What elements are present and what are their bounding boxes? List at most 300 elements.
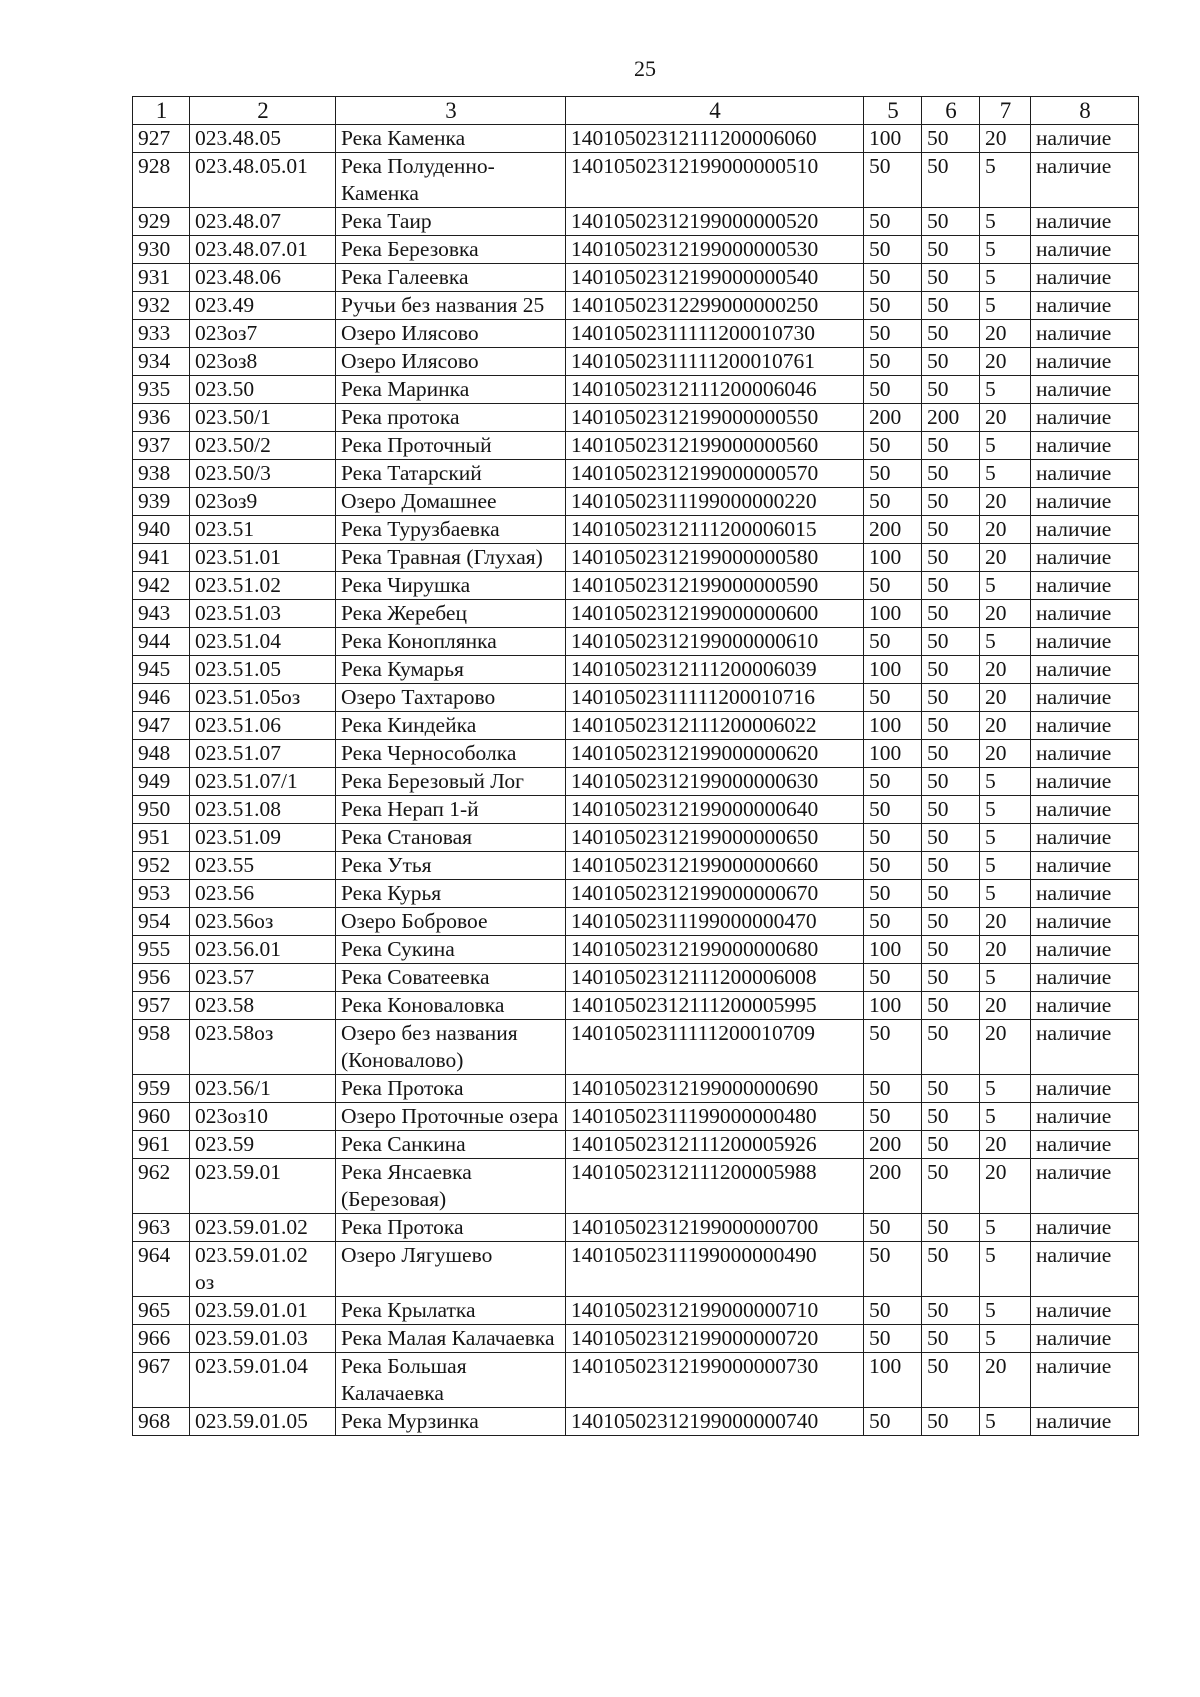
row-number-cell: 933: [133, 320, 190, 348]
registry-code-cell: 14010502312199000000720: [566, 1325, 864, 1353]
value-7-cell: 5: [980, 572, 1031, 600]
value-7-cell: 5: [980, 1214, 1031, 1242]
value-7-cell: 20: [980, 348, 1031, 376]
value-7-cell: 5: [980, 292, 1031, 320]
status-cell: наличие: [1031, 348, 1139, 376]
value-6-cell: 50: [922, 880, 980, 908]
column-header-7: 7: [980, 97, 1031, 125]
value-6-cell: 50: [922, 964, 980, 992]
water-body-code-cell: 023оз9: [190, 488, 336, 516]
value-7-cell: 5: [980, 768, 1031, 796]
table-row: [133, 992, 1139, 1020]
value-7-cell: 5: [980, 796, 1031, 824]
value-5-cell: 50: [864, 1408, 922, 1436]
table-row: [133, 376, 1139, 404]
status-cell: наличие: [1031, 572, 1139, 600]
value-7-cell: 20: [980, 544, 1031, 572]
water-body-name-cell: Озеро Бобровое: [336, 908, 566, 936]
water-body-name-cell: Озеро Проточные озера: [336, 1103, 566, 1131]
water-body-name-cell: Река Утья: [336, 852, 566, 880]
value-6-cell: 50: [922, 1020, 980, 1075]
row-number-cell: 962: [133, 1159, 190, 1214]
registry-code-cell: 14010502312199000000610: [566, 628, 864, 656]
value-7-cell: 20: [980, 740, 1031, 768]
value-6-cell: 50: [922, 656, 980, 684]
water-bodies-table: [132, 96, 1139, 1436]
registry-code-cell: 14010502312199000000600: [566, 600, 864, 628]
value-6-cell: 50: [922, 348, 980, 376]
value-6-cell: 50: [922, 516, 980, 544]
row-number-cell: 956: [133, 964, 190, 992]
registry-code-cell: 14010502311199000000490: [566, 1242, 864, 1297]
status-cell: наличие: [1031, 153, 1139, 208]
water-body-name-cell: Река Протока: [336, 1075, 566, 1103]
value-6-cell: 50: [922, 1242, 980, 1297]
row-number-cell: 940: [133, 516, 190, 544]
water-body-code-cell: 023.57: [190, 964, 336, 992]
water-body-name-cell: Река Курья: [336, 880, 566, 908]
registry-code-cell: 14010502311199000000470: [566, 908, 864, 936]
row-number-cell: 930: [133, 236, 190, 264]
value-6-cell: 50: [922, 908, 980, 936]
row-number-cell: 934: [133, 348, 190, 376]
status-cell: наличие: [1031, 852, 1139, 880]
value-5-cell: 50: [864, 208, 922, 236]
value-6-cell: 50: [922, 292, 980, 320]
registry-code-cell: 14010502312199000000740: [566, 1408, 864, 1436]
registry-code-cell: 14010502312199000000660: [566, 852, 864, 880]
water-body-code-cell: 023.58: [190, 992, 336, 1020]
value-6-cell: 50: [922, 125, 980, 153]
registry-code-cell: 14010502312199000000640: [566, 796, 864, 824]
status-cell: наличие: [1031, 908, 1139, 936]
status-cell: наличие: [1031, 125, 1139, 153]
water-body-code-cell: 023.59.01.05: [190, 1408, 336, 1436]
value-7-cell: 5: [980, 1325, 1031, 1353]
value-5-cell: 50: [864, 1020, 922, 1075]
value-6-cell: 50: [922, 1103, 980, 1131]
status-cell: наличие: [1031, 1214, 1139, 1242]
value-6-cell: 50: [922, 1159, 980, 1214]
table-row: [133, 125, 1139, 153]
table-row: [133, 880, 1139, 908]
value-5-cell: 50: [864, 1242, 922, 1297]
water-body-name-cell: Река Киндейка: [336, 712, 566, 740]
row-number-cell: 946: [133, 684, 190, 712]
water-body-code-cell: 023.59.01: [190, 1159, 336, 1214]
table-row: [133, 824, 1139, 852]
value-7-cell: 20: [980, 1159, 1031, 1214]
status-cell: наличие: [1031, 684, 1139, 712]
registry-code-cell: 14010502312199000000550: [566, 404, 864, 432]
value-5-cell: 100: [864, 656, 922, 684]
value-7-cell: 20: [980, 125, 1031, 153]
value-6-cell: 50: [922, 236, 980, 264]
status-cell: наличие: [1031, 292, 1139, 320]
registry-code-cell: 14010502312199000000570: [566, 460, 864, 488]
table-row: [133, 1325, 1139, 1353]
value-7-cell: 20: [980, 516, 1031, 544]
value-5-cell: 50: [864, 768, 922, 796]
status-cell: наличие: [1031, 1020, 1139, 1075]
row-number-cell: 954: [133, 908, 190, 936]
value-6-cell: 50: [922, 936, 980, 964]
water-body-name-cell: Река Чернособолка: [336, 740, 566, 768]
water-body-code-cell: 023.51.03: [190, 600, 336, 628]
water-body-name-cell: Река Галеевка: [336, 264, 566, 292]
water-body-name-cell: Река Большая Калачаевка: [336, 1353, 566, 1408]
row-number-cell: 968: [133, 1408, 190, 1436]
value-5-cell: 200: [864, 516, 922, 544]
status-cell: наличие: [1031, 656, 1139, 684]
value-6-cell: 50: [922, 1214, 980, 1242]
water-body-code-cell: 023.48.06: [190, 264, 336, 292]
value-5-cell: 50: [864, 796, 922, 824]
water-body-code-cell: 023.59.01.02 оз: [190, 1242, 336, 1297]
registry-code-cell: 14010502312111200006015: [566, 516, 864, 544]
water-body-code-cell: 023.51.09: [190, 824, 336, 852]
water-body-code-cell: 023.48.05: [190, 125, 336, 153]
table-row: [133, 348, 1139, 376]
value-6-cell: 50: [922, 1325, 980, 1353]
value-7-cell: 5: [980, 460, 1031, 488]
water-body-code-cell: 023.51.07: [190, 740, 336, 768]
table-row: [133, 1242, 1139, 1297]
registry-code-cell: 14010502312111200005995: [566, 992, 864, 1020]
table-row: [133, 908, 1139, 936]
value-5-cell: 50: [864, 908, 922, 936]
registry-code-cell: 14010502312199000000510: [566, 153, 864, 208]
water-body-code-cell: 023оз8: [190, 348, 336, 376]
status-cell: наличие: [1031, 1159, 1139, 1214]
water-body-name-cell: Река Березовка: [336, 236, 566, 264]
table-row: [133, 1131, 1139, 1159]
row-number-cell: 952: [133, 852, 190, 880]
value-5-cell: 50: [864, 964, 922, 992]
value-5-cell: 50: [864, 880, 922, 908]
registry-code-cell: 14010502311111200010716: [566, 684, 864, 712]
registry-code-cell: 14010502312111200005926: [566, 1131, 864, 1159]
water-body-code-cell: 023.49: [190, 292, 336, 320]
water-body-code-cell: 023.48.05.01: [190, 153, 336, 208]
value-7-cell: 20: [980, 404, 1031, 432]
registry-code-cell: 14010502311111200010730: [566, 320, 864, 348]
table-row: [133, 684, 1139, 712]
value-6-cell: 50: [922, 1408, 980, 1436]
water-body-code-cell: 023оз10: [190, 1103, 336, 1131]
water-body-name-cell: Озеро без названия (Коновалово): [336, 1020, 566, 1075]
table-row: [133, 153, 1139, 208]
value-5-cell: 50: [864, 1325, 922, 1353]
row-number-cell: 947: [133, 712, 190, 740]
water-body-name-cell: Река Санкина: [336, 1131, 566, 1159]
water-body-name-cell: Река Полуденно-Каменка: [336, 153, 566, 208]
row-number-cell: 965: [133, 1297, 190, 1325]
value-5-cell: 50: [864, 628, 922, 656]
status-cell: наличие: [1031, 768, 1139, 796]
table-row: [133, 600, 1139, 628]
water-body-code-cell: 023.50/1: [190, 404, 336, 432]
registry-code-cell: 14010502312299000000250: [566, 292, 864, 320]
value-6-cell: 50: [922, 264, 980, 292]
water-body-name-cell: Река Мурзинка: [336, 1408, 566, 1436]
row-number-cell: 955: [133, 936, 190, 964]
value-6-cell: 50: [922, 796, 980, 824]
value-6-cell: 50: [922, 600, 980, 628]
table-body: [133, 125, 1139, 1436]
value-6-cell: 50: [922, 712, 980, 740]
row-number-cell: 949: [133, 768, 190, 796]
status-cell: наличие: [1031, 544, 1139, 572]
table-row: [133, 320, 1139, 348]
registry-code-cell: 14010502311199000000480: [566, 1103, 864, 1131]
water-body-name-cell: Река Каменка: [336, 125, 566, 153]
column-header-1: 1: [133, 97, 190, 125]
value-5-cell: 100: [864, 936, 922, 964]
status-cell: наличие: [1031, 824, 1139, 852]
status-cell: наличие: [1031, 264, 1139, 292]
water-body-name-cell: Река Коноваловка: [336, 992, 566, 1020]
value-5-cell: 50: [864, 1103, 922, 1131]
value-5-cell: 100: [864, 740, 922, 768]
row-number-cell: 957: [133, 992, 190, 1020]
water-body-code-cell: 023.50/2: [190, 432, 336, 460]
header-row: [133, 97, 1139, 125]
value-6-cell: 50: [922, 768, 980, 796]
water-body-name-cell: Река протока: [336, 404, 566, 432]
value-5-cell: 200: [864, 1159, 922, 1214]
value-6-cell: 50: [922, 208, 980, 236]
row-number-cell: 941: [133, 544, 190, 572]
water-body-name-cell: Озеро Илясово: [336, 348, 566, 376]
status-cell: наличие: [1031, 712, 1139, 740]
water-body-name-cell: Озеро Лягушево: [336, 1242, 566, 1297]
water-body-name-cell: Река Таир: [336, 208, 566, 236]
water-body-name-cell: Река Татарский: [336, 460, 566, 488]
value-5-cell: 100: [864, 544, 922, 572]
value-7-cell: 20: [980, 992, 1031, 1020]
value-7-cell: 20: [980, 1353, 1031, 1408]
value-6-cell: 50: [922, 1297, 980, 1325]
value-6-cell: 50: [922, 628, 980, 656]
value-7-cell: 5: [980, 264, 1031, 292]
table-row: [133, 264, 1139, 292]
column-header-3: 3: [336, 97, 566, 125]
water-body-code-cell: 023.51.05: [190, 656, 336, 684]
water-body-code-cell: 023.59: [190, 1131, 336, 1159]
value-7-cell: 20: [980, 908, 1031, 936]
table-row: [133, 1075, 1139, 1103]
table-row: [133, 460, 1139, 488]
water-body-code-cell: 023.59.01.02: [190, 1214, 336, 1242]
water-body-name-cell: Река Янсаевка (Березовая): [336, 1159, 566, 1214]
value-6-cell: 50: [922, 684, 980, 712]
value-7-cell: 5: [980, 628, 1031, 656]
water-body-name-cell: Река Нерап 1-й: [336, 796, 566, 824]
status-cell: наличие: [1031, 1297, 1139, 1325]
table-row: [133, 1020, 1139, 1075]
status-cell: наличие: [1031, 516, 1139, 544]
value-6-cell: 50: [922, 992, 980, 1020]
row-number-cell: 945: [133, 656, 190, 684]
water-body-code-cell: 023.55: [190, 852, 336, 880]
table-row: [133, 964, 1139, 992]
row-number-cell: 963: [133, 1214, 190, 1242]
table-row: [133, 1103, 1139, 1131]
value-5-cell: 50: [864, 376, 922, 404]
water-body-code-cell: 023.51.01: [190, 544, 336, 572]
water-body-code-cell: 023оз7: [190, 320, 336, 348]
water-body-code-cell: 023.48.07: [190, 208, 336, 236]
table-row: [133, 712, 1139, 740]
status-cell: наличие: [1031, 1325, 1139, 1353]
value-7-cell: 20: [980, 684, 1031, 712]
water-body-name-cell: Озеро Тахтарово: [336, 684, 566, 712]
water-body-name-cell: Река Травная (Глухая): [336, 544, 566, 572]
value-5-cell: 50: [864, 348, 922, 376]
registry-code-cell: 14010502312111200006022: [566, 712, 864, 740]
value-6-cell: 50: [922, 824, 980, 852]
registry-code-cell: 14010502311111200010761: [566, 348, 864, 376]
value-5-cell: 50: [864, 824, 922, 852]
status-cell: наличие: [1031, 320, 1139, 348]
table-row: [133, 292, 1139, 320]
water-body-name-cell: Река Малая Калачаевка: [336, 1325, 566, 1353]
value-7-cell: 5: [980, 1297, 1031, 1325]
table-row: [133, 656, 1139, 684]
row-number-cell: 931: [133, 264, 190, 292]
water-body-name-cell: Река Чирушка: [336, 572, 566, 600]
water-body-code-cell: 023.58оз: [190, 1020, 336, 1075]
registry-code-cell: 14010502312111200006060: [566, 125, 864, 153]
value-7-cell: 5: [980, 1242, 1031, 1297]
table-row: [133, 516, 1139, 544]
column-header-5: 5: [864, 97, 922, 125]
value-7-cell: 5: [980, 880, 1031, 908]
row-number-cell: 939: [133, 488, 190, 516]
status-cell: наличие: [1031, 740, 1139, 768]
water-body-code-cell: 023.59.01.01: [190, 1297, 336, 1325]
status-cell: наличие: [1031, 1353, 1139, 1408]
water-body-name-cell: Озеро Илясово: [336, 320, 566, 348]
table-row: [133, 544, 1139, 572]
value-6-cell: 200: [922, 404, 980, 432]
registry-code-cell: 14010502312199000000540: [566, 264, 864, 292]
table-row: [133, 796, 1139, 824]
water-body-name-cell: Озеро Домашнее: [336, 488, 566, 516]
value-6-cell: 50: [922, 376, 980, 404]
registry-code-cell: 14010502311111200010709: [566, 1020, 864, 1075]
value-5-cell: 50: [864, 852, 922, 880]
value-5-cell: 100: [864, 1353, 922, 1408]
row-number-cell: 943: [133, 600, 190, 628]
row-number-cell: 966: [133, 1325, 190, 1353]
value-6-cell: 50: [922, 740, 980, 768]
value-7-cell: 20: [980, 656, 1031, 684]
water-body-code-cell: 023.56/1: [190, 1075, 336, 1103]
status-cell: наличие: [1031, 880, 1139, 908]
column-header-6: 6: [922, 97, 980, 125]
value-5-cell: 50: [864, 460, 922, 488]
value-5-cell: 50: [864, 684, 922, 712]
status-cell: наличие: [1031, 236, 1139, 264]
row-number-cell: 937: [133, 432, 190, 460]
registry-code-cell: 14010502312199000000650: [566, 824, 864, 852]
row-number-cell: 961: [133, 1131, 190, 1159]
value-6-cell: 50: [922, 460, 980, 488]
registry-code-cell: 14010502312199000000560: [566, 432, 864, 460]
value-6-cell: 50: [922, 572, 980, 600]
value-5-cell: 200: [864, 404, 922, 432]
value-6-cell: 50: [922, 432, 980, 460]
value-5-cell: 50: [864, 488, 922, 516]
value-7-cell: 20: [980, 1020, 1031, 1075]
row-number-cell: 948: [133, 740, 190, 768]
row-number-cell: 927: [133, 125, 190, 153]
status-cell: наличие: [1031, 460, 1139, 488]
value-7-cell: 20: [980, 1131, 1031, 1159]
water-body-code-cell: 023.51.05оз: [190, 684, 336, 712]
water-body-name-cell: Река Турузбаевка: [336, 516, 566, 544]
table-row: [133, 1408, 1139, 1436]
value-7-cell: 5: [980, 376, 1031, 404]
table-row: [133, 628, 1139, 656]
water-body-name-cell: Ручьи без названия 25: [336, 292, 566, 320]
registry-code-cell: 14010502312199000000590: [566, 572, 864, 600]
row-number-cell: 942: [133, 572, 190, 600]
water-body-code-cell: 023.51.06: [190, 712, 336, 740]
water-body-code-cell: 023.50/3: [190, 460, 336, 488]
water-body-name-cell: Река Маринка: [336, 376, 566, 404]
table-row: [133, 740, 1139, 768]
column-header-4: 4: [566, 97, 864, 125]
value-7-cell: 20: [980, 712, 1031, 740]
status-cell: наличие: [1031, 1131, 1139, 1159]
row-number-cell: 967: [133, 1353, 190, 1408]
column-header-8: 8: [1031, 97, 1139, 125]
row-number-cell: 928: [133, 153, 190, 208]
water-body-name-cell: Река Коноплянка: [336, 628, 566, 656]
row-number-cell: 960: [133, 1103, 190, 1131]
registry-code-cell: 14010502312111200005988: [566, 1159, 864, 1214]
status-cell: наличие: [1031, 488, 1139, 516]
status-cell: наличие: [1031, 600, 1139, 628]
value-6-cell: 50: [922, 852, 980, 880]
table-row: [133, 852, 1139, 880]
registry-code-cell: 14010502312111200006046: [566, 376, 864, 404]
table-row: [133, 236, 1139, 264]
table-row: [133, 1159, 1139, 1214]
registry-code-cell: 14010502312199000000730: [566, 1353, 864, 1408]
water-body-code-cell: 023.51.02: [190, 572, 336, 600]
water-body-code-cell: 023.51.04: [190, 628, 336, 656]
water-body-code-cell: 023.51.07/1: [190, 768, 336, 796]
status-cell: наличие: [1031, 208, 1139, 236]
status-cell: наличие: [1031, 964, 1139, 992]
water-body-name-cell: Река Жеребец: [336, 600, 566, 628]
row-number-cell: 932: [133, 292, 190, 320]
value-7-cell: 5: [980, 208, 1031, 236]
value-5-cell: 50: [864, 1214, 922, 1242]
value-5-cell: 50: [864, 1297, 922, 1325]
water-body-code-cell: 023.48.07.01: [190, 236, 336, 264]
value-5-cell: 200: [864, 1131, 922, 1159]
water-body-code-cell: 023.56оз: [190, 908, 336, 936]
registry-code-cell: 14010502312199000000580: [566, 544, 864, 572]
column-header-2: 2: [190, 97, 336, 125]
water-body-code-cell: 023.56.01: [190, 936, 336, 964]
row-number-cell: 944: [133, 628, 190, 656]
